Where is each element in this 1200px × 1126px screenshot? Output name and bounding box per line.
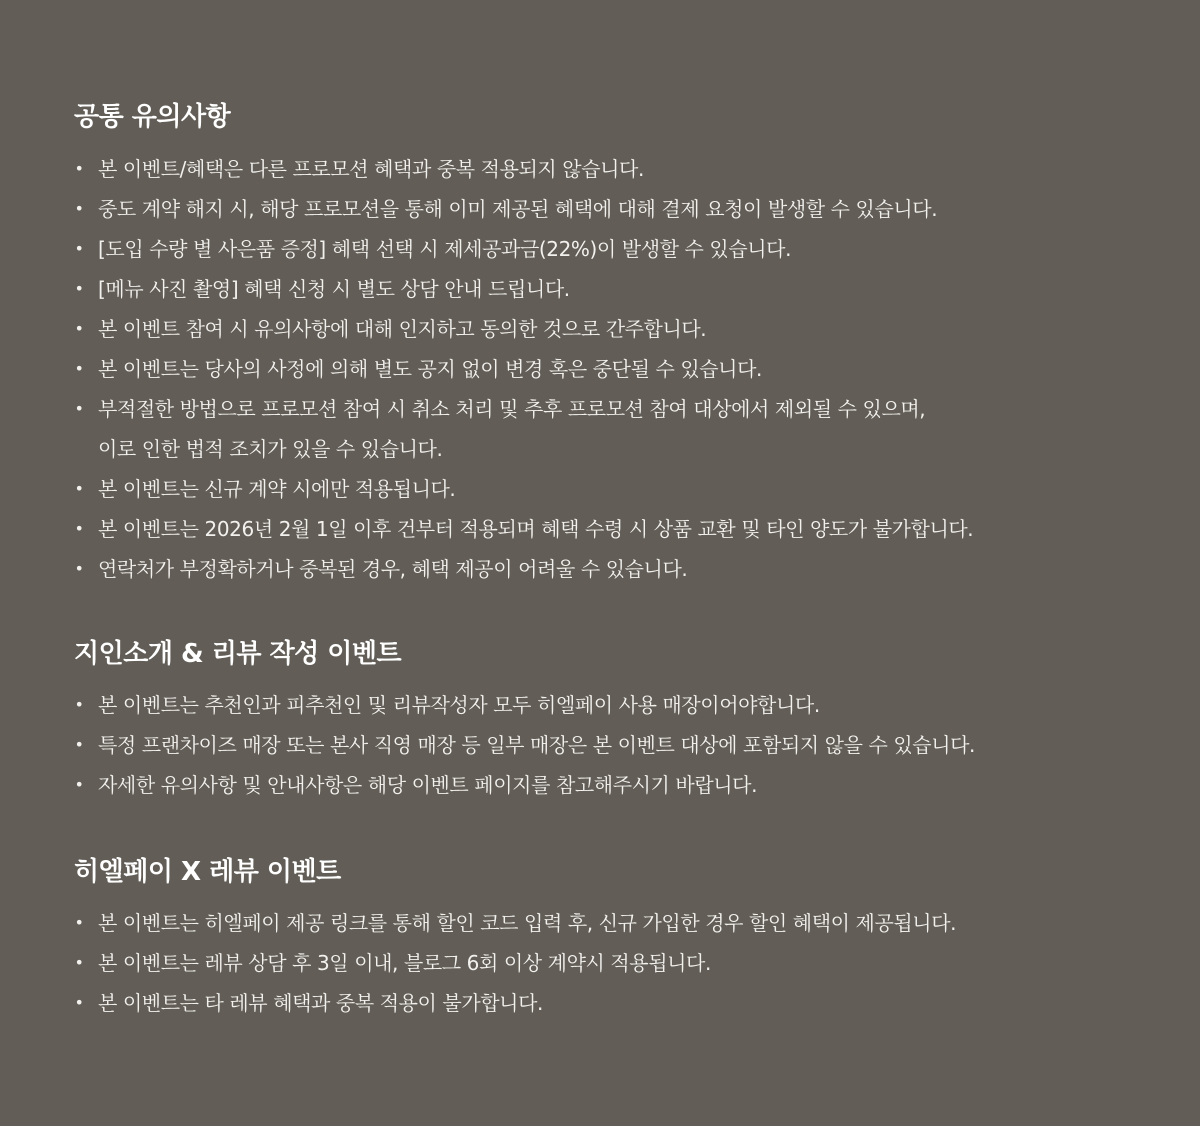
section-title: 히엘페이 X 레뷰 이벤트 xyxy=(74,857,341,887)
bullet-icon: • xyxy=(74,199,84,218)
referral-review-event-section xyxy=(74,637,1154,805)
list-item xyxy=(74,469,1154,509)
bullet-icon: • xyxy=(74,519,84,538)
list-item-text: 본 이벤트는 히엘페이 제공 링크를 통해 할인 코드 입력 후, 신규 가입한 경우 할인 혜택이 제공됩니다. xyxy=(98,911,957,935)
bullet-icon: • xyxy=(74,399,84,418)
list-item-text: 중도 계약 해지 시, 해당 프로모션을 통해 이미 제공된 혜택에 대해 결제 요청이 발생할 수 있습니다. xyxy=(98,197,938,221)
list-item-text: 특정 프랜차이즈 매장 또는 본사 직영 매장 등 일부 매장은 본 이벤트 대상에 포함되지 않을 수 있습니다. xyxy=(98,733,975,757)
section-title: 공통 유의사항 xyxy=(74,102,231,132)
list-item xyxy=(74,685,1154,725)
list-item-text: 본 이벤트는 신규 계약 시에만 적용됩니다. xyxy=(98,477,456,501)
list-item xyxy=(74,765,1154,805)
list-item xyxy=(74,189,1154,229)
notice-list xyxy=(74,903,1154,1023)
bullet-icon: • xyxy=(74,239,84,258)
list-item-text: 본 이벤트는 2026년 2월 1일 이후 건부터 적용되며 혜택 수령 시 상품 교환 및 타인 양도가 불가합니다. xyxy=(98,517,974,541)
section-title: 지인소개 & 리뷰 작성 이벤트 xyxy=(74,639,402,669)
list-item-text: 부적절한 방법으로 프로모션 참여 시 취소 처리 및 추후 프로모션 참여 대상에서 제외될 수 있으며, 이로 인한 법적 조치가 있을 수 있습니다. xyxy=(98,397,926,461)
hellopay-revu-event-section xyxy=(74,855,1154,1023)
bullet-icon: • xyxy=(74,319,84,338)
list-item-text: [도입 수량 별 사은품 증정] 혜택 선택 시 제세공과금(22%)이 발생할 수 있습니다. xyxy=(98,237,792,261)
bullet-icon: • xyxy=(74,993,84,1012)
list-item-text: 본 이벤트는 타 레뷰 혜택과 중복 적용이 불가합니다. xyxy=(98,991,543,1015)
list-item xyxy=(74,389,1154,469)
list-item xyxy=(74,509,1154,549)
bullet-icon: • xyxy=(74,735,84,754)
bullet-icon: • xyxy=(74,479,84,498)
list-item xyxy=(74,229,1154,269)
bullet-icon: • xyxy=(74,695,84,714)
bullet-icon: • xyxy=(74,559,84,578)
list-item xyxy=(74,983,1154,1023)
list-item-text: 본 이벤트는 추천인과 피추천인 및 리뷰작성자 모두 히엘페이 사용 매장이어야합니다. xyxy=(98,693,820,717)
list-item-text: 연락처가 부정확하거나 중복된 경우, 혜택 제공이 어려울 수 있습니다. xyxy=(98,557,688,581)
list-item-text: 본 이벤트는 당사의 사정에 의해 별도 공지 없이 변경 혹은 중단될 수 있습니다. xyxy=(98,357,762,381)
bullet-icon: • xyxy=(74,913,84,932)
list-item xyxy=(74,903,1154,943)
list-item-text: 본 이벤트 참여 시 유의사항에 대해 인지하고 동의한 것으로 간주합니다. xyxy=(98,317,707,341)
list-item xyxy=(74,269,1154,309)
common-notice-section xyxy=(74,100,1154,589)
list-item xyxy=(74,149,1154,189)
list-item xyxy=(74,349,1154,389)
notice-list xyxy=(74,149,1154,589)
bullet-icon: • xyxy=(74,953,84,972)
notice-list xyxy=(74,685,1154,805)
bullet-icon: • xyxy=(74,775,84,794)
list-item-text: 본 이벤트는 레뷰 상담 후 3일 이내, 블로그 6회 이상 계약시 적용됩니다. xyxy=(98,951,711,975)
list-item-text: [메뉴 사진 촬영] 혜택 신청 시 별도 상담 안내 드립니다. xyxy=(98,277,570,301)
bullet-icon: • xyxy=(74,159,84,178)
bullet-icon: • xyxy=(74,359,84,378)
list-item xyxy=(74,943,1154,983)
list-item-text: 본 이벤트/혜택은 다른 프로모션 혜택과 중복 적용되지 않습니다. xyxy=(98,157,644,181)
list-item xyxy=(74,309,1154,349)
list-item xyxy=(74,549,1154,589)
list-item-text: 자세한 유의사항 및 안내사항은 해당 이벤트 페이지를 참고해주시기 바랍니다. xyxy=(98,773,758,797)
list-item xyxy=(74,725,1154,765)
bullet-icon: • xyxy=(74,279,84,298)
